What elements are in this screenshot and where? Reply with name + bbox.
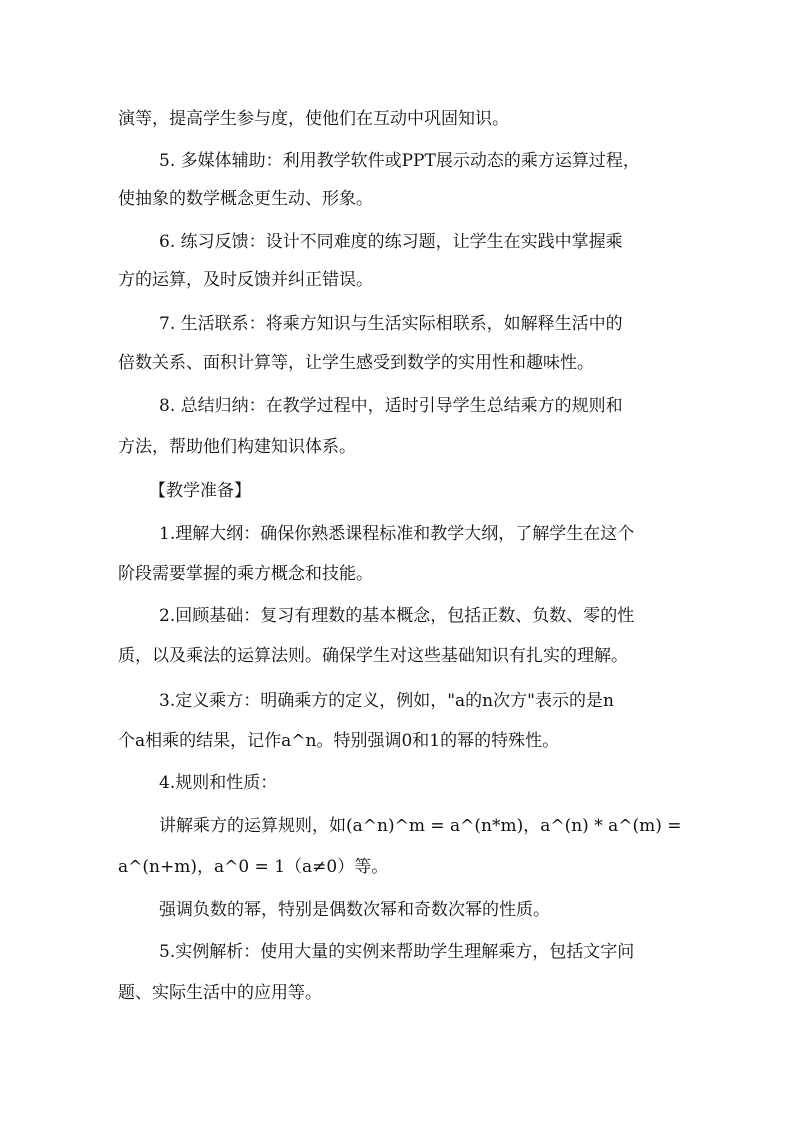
formula-line: a^(n+m)，a^0 = 1（a≠0）等。 <box>118 857 389 877</box>
text-line: 倍数关系、面积计算等，让学生感受到数学的实用性和趣味性。 <box>118 353 594 373</box>
text-line: 强调负数的幂，特别是偶数次幂和奇数次幂的性质。 <box>159 900 550 920</box>
section-heading: 【教学准备】 <box>149 481 251 501</box>
text-line: 阶段需要掌握的乘方概念和技能。 <box>118 564 373 584</box>
text-line: 个a相乘的结果，记作a^n。特别强调0和1的幂的特殊性。 <box>118 731 560 751</box>
text-line: 方的运算，及时反馈并纠正错误。 <box>118 270 373 290</box>
formula-line: 讲解乘方的运算规则，如(a^n)^m = a^(n*m)，a^(n) * a^(m) = <box>159 816 682 836</box>
text-line: 演等，提高学生参与度，使他们在互动中巩固知识。 <box>118 109 509 129</box>
text-line: 1.理解大纲：确保你熟悉课程标准和教学大纲，了解学生在这个 <box>159 524 635 544</box>
text-line: 7. 生活联系：将乘方知识与生活实际相联系，如解释生活中的 <box>159 314 623 334</box>
text-line: 使抽象的数学概念更生动、形象。 <box>118 189 373 209</box>
text-line: 6. 练习反馈：设计不同难度的练习题，让学生在实践中掌握乘 <box>159 232 623 252</box>
text-line: 5.实例解析：使用大量的实例来帮助学生理解乘方，包括文字问 <box>159 942 635 962</box>
text-line: 5. 多媒体辅助：利用教学软件或PPT展示动态的乘方运算过程， <box>159 151 640 171</box>
text-line: 8. 总结归纳：在教学过程中，适时引导学生总结乘方的规则和 <box>159 396 623 416</box>
text-line: 质，以及乘法的运算法则。确保学生对这些基础知识有扎实的理解。 <box>118 646 628 666</box>
text-line: 3.定义乘方：明确乘方的定义，例如，"a的n次方"表示的是n <box>159 691 614 711</box>
text-line: 方法，帮助他们构建知识体系。 <box>118 437 356 457</box>
text-line: 4.规则和性质： <box>159 773 278 793</box>
text-line: 2.回顾基础：复习有理数的基本概念，包括正数、负数、零的性 <box>159 606 635 626</box>
text-line: 题、实际生活中的应用等。 <box>118 983 322 1003</box>
